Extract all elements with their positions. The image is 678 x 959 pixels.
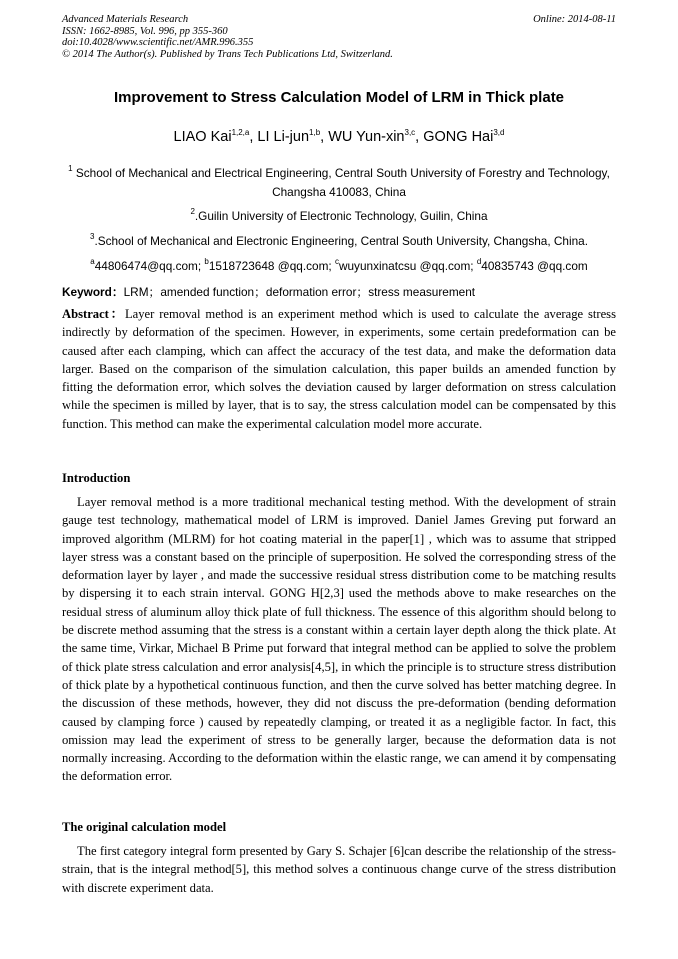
paper-title: Improvement to Stress Calculation Model of LRM in Thick plate bbox=[113, 89, 565, 106]
email-address[interactable]: 1518723648 @qq.com; bbox=[208, 259, 335, 273]
original-model-paragraph: The first category integral form presented by Gary S. Schajer [6]can describe the relationship of the stress-strain, that is the integral method[5], this method solves a continuous change curve of the stress distribution with discrete experiment data. bbox=[62, 844, 616, 895]
email-mark: a bbox=[90, 257, 95, 266]
keywords bbox=[62, 283, 616, 300]
author-list bbox=[0, 129, 678, 145]
affiliation-text: .Guilin University of Electronic Technology, Guilin, China bbox=[194, 209, 488, 223]
journal-copyright: © 2014 The Author(s). Published by Trans Tech Publications Ltd, Switzerland. bbox=[62, 48, 393, 60]
email-mark: c bbox=[334, 257, 339, 266]
affiliation-mark: 3 bbox=[89, 232, 95, 241]
affiliation-3 bbox=[62, 232, 616, 251]
author-name: LI Li-jun bbox=[257, 129, 310, 145]
author-affiliation-mark: 1,b bbox=[309, 128, 321, 137]
email-address[interactable]: 40835743 @qq.com bbox=[481, 259, 588, 273]
author-separator: , bbox=[249, 129, 258, 145]
online-date: Online: 2014-08-11 bbox=[533, 14, 616, 25]
journal-issn: ISSN: 1662-8985, Vol. 996, pp 355-360 bbox=[62, 25, 228, 37]
keywords-text: LRM；amended function；deformation error；stress measurement bbox=[123, 285, 476, 299]
author-affiliation-mark: 1,2,a bbox=[231, 128, 250, 137]
author-affiliation-mark: 3,c bbox=[404, 128, 416, 137]
abstract-text: Layer removal method is an experiment method which is used to calculate the average stress indirectly by deformation of the specimen. However, in experiments, some certain predeformation can be caused after each clamping, which can affect the accuracy of the test data, and make the deformation data larger. Based on the comparison of the simulation calculation, this paper builds an amended function by fitting the deformation error, which solves the deviation caused by larger deformation on stress calculation while the specimen is milled by layer, that is to say, the stress calculation model can be compensated by this function. This method can make the experimental calculation model more accurate. bbox=[62, 307, 616, 431]
affiliation-text: .School of Mechanical and Electronic Engineering, Central South University, Changsha, China. bbox=[94, 234, 588, 248]
section-heading-introduction: Introduction bbox=[62, 471, 131, 485]
email-list bbox=[62, 257, 616, 276]
author-separator: , bbox=[415, 129, 424, 145]
journal-doi[interactable]: doi:10.4028/www.scientific.net/AMR.996.355 bbox=[62, 37, 254, 49]
affiliation-2 bbox=[62, 207, 616, 226]
email-address[interactable]: wuyunxinatcsu @qq.com; bbox=[338, 259, 477, 273]
affiliation-mark: 1 bbox=[68, 164, 73, 173]
keywords-label: Keyword： bbox=[62, 285, 124, 299]
journal-header bbox=[62, 14, 616, 60]
journal-name: Advanced Materials Research bbox=[62, 14, 189, 25]
author-name: LIAO Kai bbox=[173, 129, 232, 145]
email-address[interactable]: 44806474@qq.com; bbox=[94, 259, 205, 273]
abstract bbox=[62, 305, 616, 433]
affiliation-mark: 2 bbox=[190, 207, 195, 216]
affiliation-1 bbox=[62, 164, 616, 202]
affiliation-text: School of Mechanical and Electrical Engineering, Central South University of Forestry and Technology, Changsha 410083, China bbox=[72, 166, 610, 199]
author-name: GONG Hai bbox=[423, 129, 494, 145]
email-mark: d bbox=[476, 257, 482, 266]
section-heading-original-model: The original calculation model bbox=[62, 820, 227, 834]
introduction-paragraph: Layer removal method is a more traditional mechanical testing method. With the development of strain gauge test technology, mathematical model of LRM is improved. Daniel James Greving put forward an improved algorithm (MLRM) for hot coating material in the paper[1] , which was to assume that stripped layer stress was a constant based on the principle of superposition. He solved the corresponding stress of the deformation layer by layer , and made the successive residual stress distribution come to be matching results by dispersing it to each strain interval. GONG H[2,3] used the methods above to make researches on the residual stress of aluminum alloy thick plate of full thickness. The essence of this algorithm should belong to be discrete method assuming that the stress is a constant within a certain layer depth along the thick plate. At the same time, Virkar, Michael B Prime put forward that integral method can be applied to solve the problem of thick plate stress calculation and error analysis[4,5], in which the principle is to structure stress distribution of thick plate by a hypothetical continuous function, and then the curve solved has better matching degree. In the discussion of these methods, however, they did not discuss the pre-deformation (bending deformation caused by clamping force ) caused by repeatedly clamping, or treated it as a negligible factor. In fact, this omission may lead the experiment of stress to be generally larger, because the deformation data is not normally increasing. According to the deformation within the elastic range, we can amend it by compensating the deformation error. bbox=[62, 495, 616, 784]
author-name: WU Yun-xin bbox=[328, 129, 405, 145]
author-separator: , bbox=[320, 129, 329, 145]
abstract-label: Abstract： bbox=[62, 307, 125, 321]
author-affiliation-mark: 3,d bbox=[493, 128, 505, 137]
email-mark: b bbox=[204, 257, 209, 266]
